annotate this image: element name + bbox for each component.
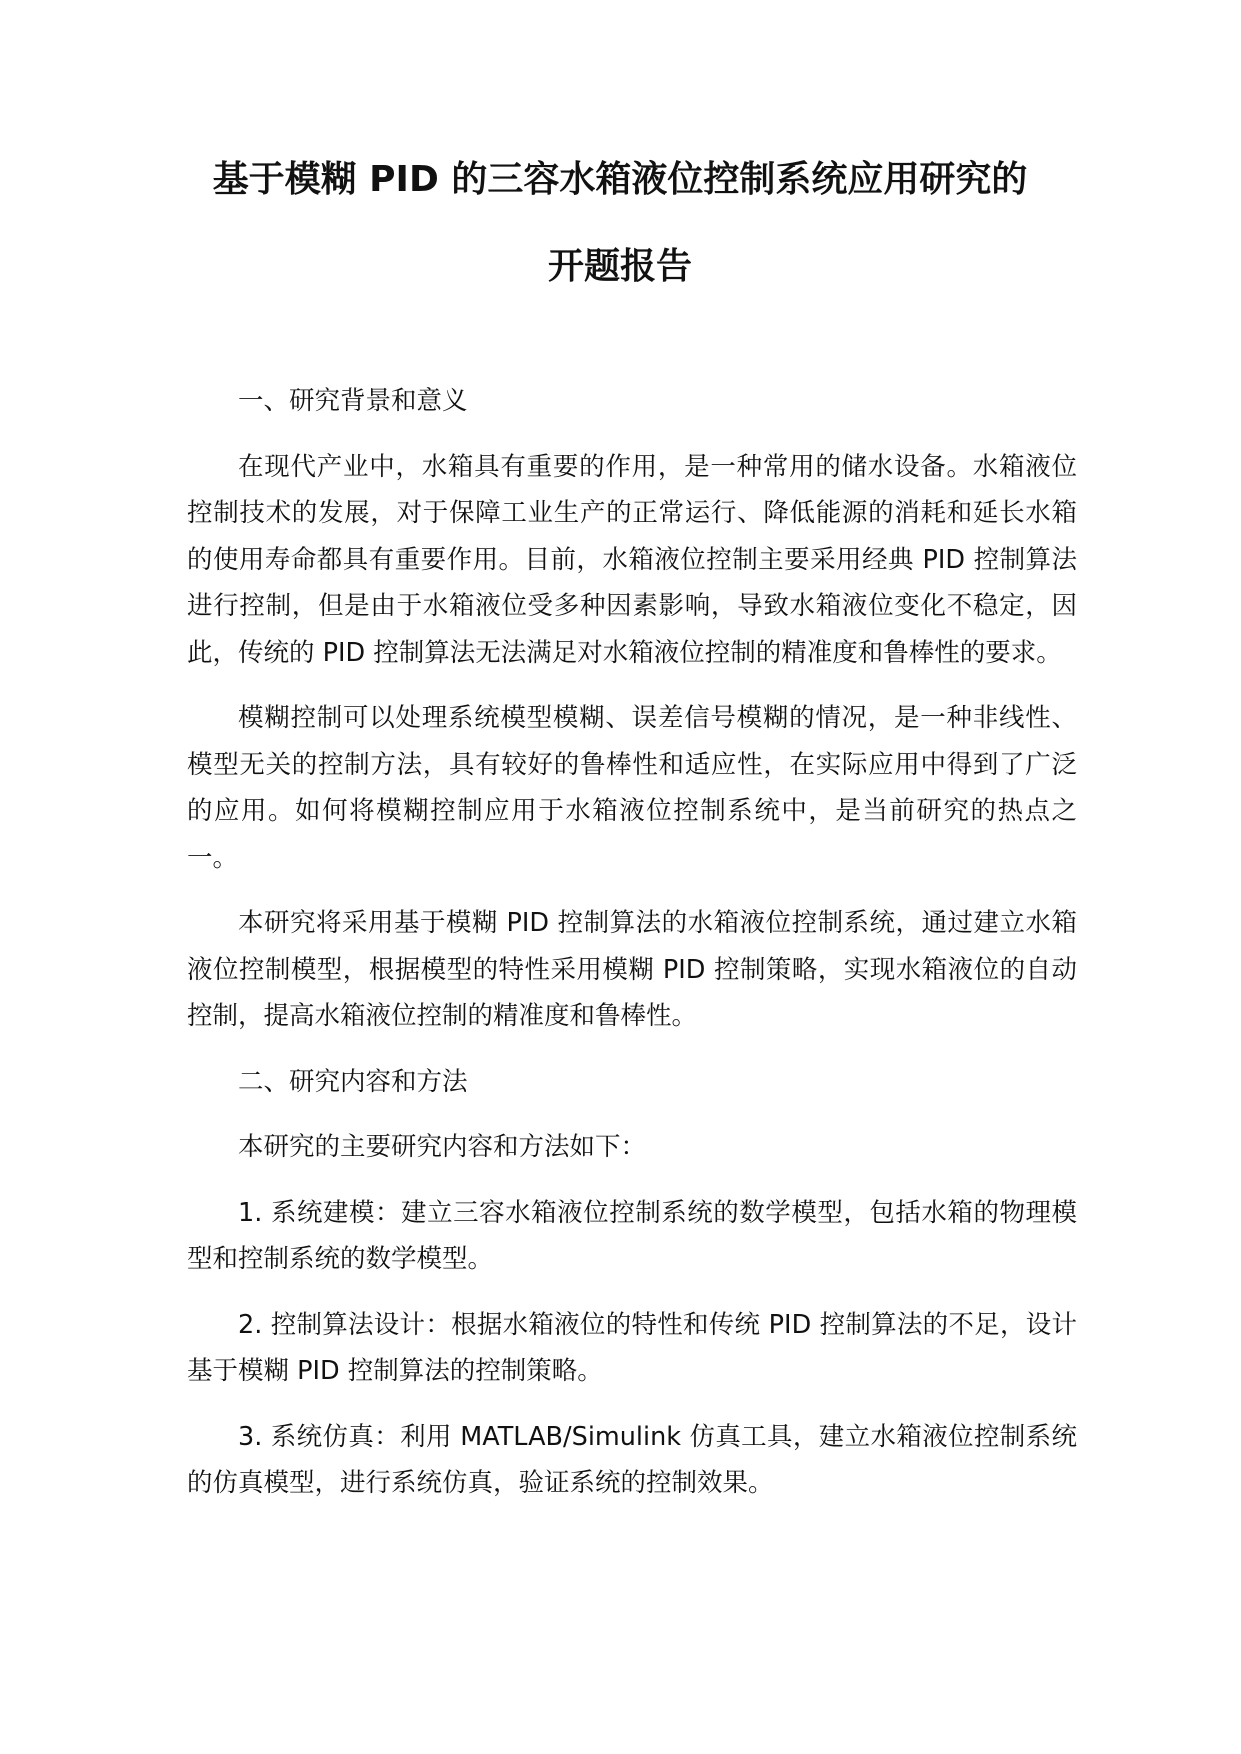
document-body: [187, 378, 1077, 1507]
title-line-2: 开题报告: [547, 246, 692, 287]
paragraph-background-1: 在现代产业中，水箱具有重要的作用，是一种常用的储水设备。水箱液位控制技术的发展，对于保障工业生产的正常运行、降低能源的消耗和延长水箱的使用寿命都具有重要作用。目前，水箱液位控制主要采用经典 PID 控制算法进行控制，但是由于水箱液位受多种因素影响，导致水箱液位变化不稳定，因此，传统的 PID 控制算法无法满足对水箱液位控制的精准度和鲁棒性的要求。: [187, 451, 1077, 668]
title-line-1: 基于模糊 PID 的三容水箱液位控制系统应用研究的: [212, 159, 1028, 200]
section-heading-methods: 二、研究内容和方法: [238, 1066, 468, 1097]
list-item-modeling: 1. 系统建模：建立三容水箱液位控制系统的数学模型，包括水箱的物理模型和控制系统的数学模型。: [187, 1197, 1077, 1274]
section-heading-background: 一、研究背景和意义: [238, 386, 468, 416]
paragraph-background-3: 本研究将采用基于模糊 PID 控制算法的水箱液位控制系统，通过建立水箱液位控制模型，根据模型的特性采用模糊 PID 控制策略，实现水箱液位的自动控制，提高水箱液位控制的精准度和鲁棒性。: [187, 908, 1077, 1031]
document-title: [120, 158, 1120, 289]
list-item-algorithm-design: 2. 控制算法设计：根据水箱液位的特性和传统 PID 控制算法的不足，设计基于模糊 PID 控制算法的控制策略。: [187, 1309, 1077, 1386]
paragraph-methods-intro: 本研究的主要研究内容和方法如下：: [238, 1132, 647, 1162]
paragraph-background-2: 模糊控制可以处理系统模型模糊、误差信号模糊的情况，是一种非线性、模型无关的控制方法，具有较好的鲁棒性和适应性，在实际应用中得到了广泛的应用。如何将模糊控制应用于水箱液位控制系统中，是当前研究的热点之一。: [187, 703, 1077, 873]
list-item-simulation: 3. 系统仿真：利用 MATLAB/Simulink 仿真工具，建立水箱液位控制系统的仿真模型，进行系统仿真，验证系统的控制效果。: [187, 1421, 1077, 1498]
